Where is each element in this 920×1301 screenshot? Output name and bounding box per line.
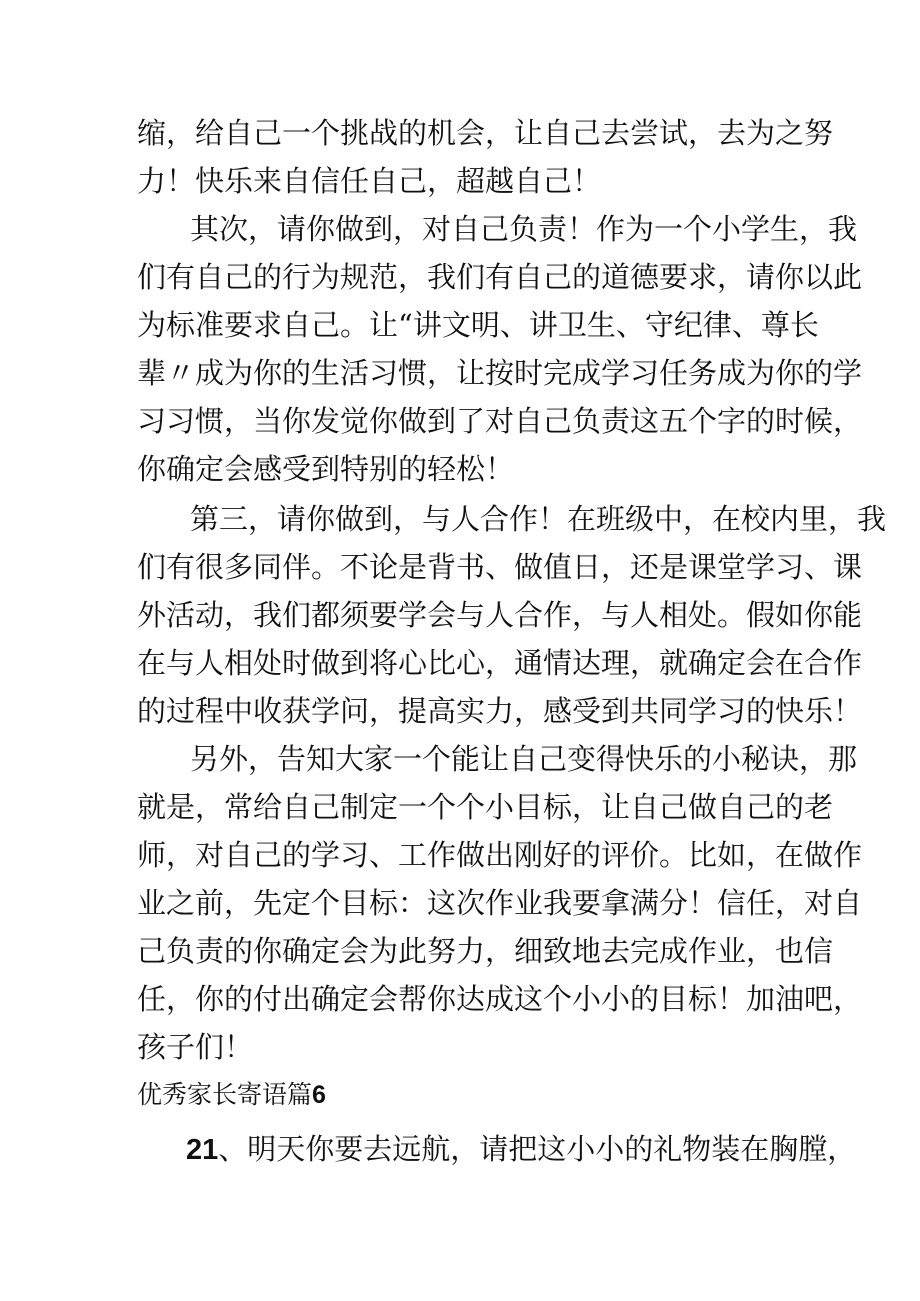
section-heading-text: 优秀家长寄语篇 xyxy=(137,1080,313,1109)
paragraph-4-line-1: 另外，告知大家一个能让自己变得快乐的小秘诀，那 xyxy=(190,742,858,776)
paragraph-4-line-4: 业之前，先定个目标：这次作业我要拿满分！信任，对自 xyxy=(137,886,863,920)
section-heading-number: 6 xyxy=(312,1081,326,1109)
numbered-item-number: 21 xyxy=(186,1134,219,1166)
paragraph-3-line-4: 在与人相处时做到将心比心，通情达理，就确定会在合作 xyxy=(137,646,863,680)
paragraph-4-line-2: 就是，常给自己制定一个个小目标，让自己做自己的老 xyxy=(137,790,834,824)
paragraph-2-line-4: 辈〃成为你的生活习惯，让按时完成学习任务成为你的学 xyxy=(137,356,863,390)
paragraph-2-line-1: 其次，请你做到，对自己负责！作为一个小学生，我 xyxy=(190,212,858,246)
paragraph-4-line-7: 孩子们！ xyxy=(137,1030,254,1064)
paragraph-2-line-6: 你确定会感受到特别的轻松！ xyxy=(137,452,515,486)
paragraph-2-line-2: 们有自己的行为规范，我们有自己的道德要求，请你以此 xyxy=(137,260,863,294)
paragraph-1-line-1: 缩，给自己一个挑战的机会，让自己去尝试，去为之努 xyxy=(137,116,834,150)
numbered-item xyxy=(186,1125,856,1173)
paragraph-4-line-3: 师，对自己的学习、工作做出刚好的评价。比如，在做作 xyxy=(137,838,863,872)
paragraph-3-line-3: 外活动，我们都须要学会与人合作，与人相处。假如你能 xyxy=(137,598,863,632)
paragraph-3-line-2: 们有很多同伴。不论是背书、做值日，还是课堂学习、课 xyxy=(137,550,863,584)
paragraph-3-line-1: 第三，请你做到，与人合作！在班级中，在校内里，我 xyxy=(190,502,887,536)
paragraph-4-line-6: 任，你的付出确定会帮你达成这个小小的目标！加油吧， xyxy=(137,982,863,1016)
paragraph-1-line-2: 力！快乐来自信任自己，超越自己！ xyxy=(137,164,602,198)
paragraph-3-line-5: 的过程中收获学问，提高实力，感受到共同学习的快乐！ xyxy=(137,694,863,728)
paragraph-4-line-5: 己负责的你确定会为此努力，细致地去完成作业，也信 xyxy=(137,934,834,968)
paragraph-2-line-3: 为标准要求自己。让“讲文明、讲卫生、守纪律、尊长 xyxy=(137,308,819,342)
section-heading xyxy=(137,1075,326,1115)
numbered-item-text: 、明天你要去远航，请把这小小的礼物装在胸膛， xyxy=(218,1132,857,1166)
paragraph-2-line-5: 习习惯，当你发觉你做到了对自己负责这五个字的时候， xyxy=(137,404,863,438)
